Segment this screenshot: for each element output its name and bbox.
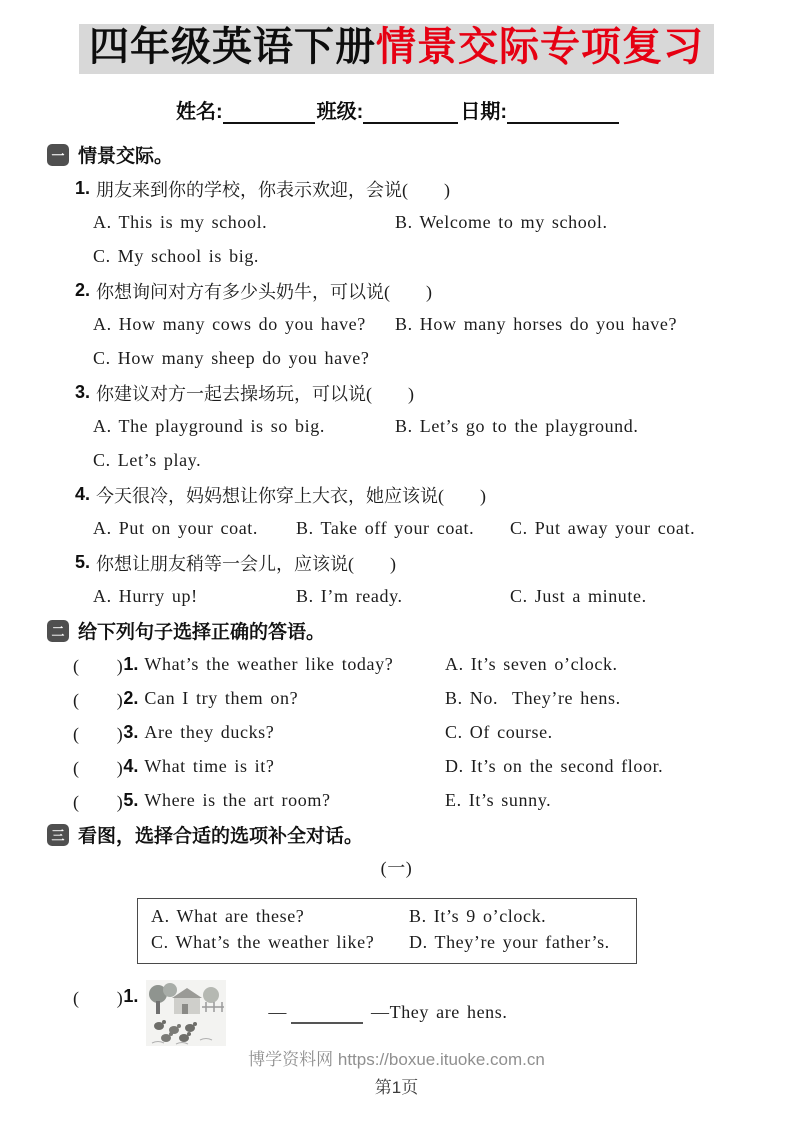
question-2-stem [75, 274, 793, 308]
question-3-option-c: C. Let’s play. [93, 450, 202, 471]
match-1-number: 1. [123, 654, 139, 675]
question-3-stem [75, 376, 793, 410]
question-5-option-b: B. I’m ready. [296, 586, 403, 607]
question-4-stem [75, 478, 793, 512]
box-option-a: A. What are these? [151, 906, 305, 927]
question-1-option-a: A. This is my school. [93, 212, 268, 233]
dialogue-subtitle: (一) [380, 857, 413, 878]
match-1-bracket: ( ) [73, 655, 124, 676]
question-4-text: 今天很冷，妈妈想让你穿上大衣，她应该说( ) [96, 485, 487, 506]
question-5-number: 5. [75, 552, 91, 573]
section-three-header [47, 818, 793, 852]
page-footer [0, 1045, 793, 1098]
section-one-title: 情景交际。 [78, 146, 174, 168]
match-row-2 [73, 682, 793, 716]
question-5-stem [75, 546, 793, 580]
page-title [79, 24, 714, 74]
footer-page-number: 第1页 [374, 1078, 419, 1097]
options-box-row-1 [151, 904, 636, 930]
dialogue-1-dash: — [268, 1002, 288, 1023]
question-5-text: 你想让朋友稍等一会儿，应该说( ) [96, 553, 397, 574]
question-3-options-row2 [93, 444, 793, 478]
title-part-black: 四年级英语下册 [89, 25, 376, 69]
options-box-row-2 [151, 930, 636, 956]
match-3-answer: C. Of course. [445, 722, 553, 743]
match-1-question: What’s the weather like today? [144, 654, 394, 675]
header-fields [0, 96, 793, 124]
section-two-badge-icon: 二 [47, 620, 69, 642]
match-1-answer: A. It’s seven o’clock. [445, 654, 618, 675]
date-label: 日期: [460, 100, 507, 123]
question-1-options-row2 [93, 240, 793, 274]
question-1-number: 1. [75, 178, 91, 199]
question-3-options-row [93, 410, 793, 444]
footer-site-text: 博学资料网 https://boxue.ituoke.com.cn [248, 1050, 545, 1069]
match-4-answer: D. It’s on the second floor. [445, 756, 664, 777]
section-two-header [47, 614, 793, 648]
name-blank [223, 102, 315, 124]
title-part-red: 情景交际专项复习 [376, 25, 704, 69]
question-2-option-c: C. How many sheep do you have? [93, 348, 370, 369]
question-3-option-a: A. The playground is so big. [93, 416, 325, 437]
section-three-badge-icon: 三 [47, 824, 69, 846]
dialogue-1-response: —They are hens. [371, 1002, 508, 1023]
question-5-option-c: C. Just a minute. [510, 586, 647, 607]
section-two-title: 给下列句子选择正确的答语。 [78, 622, 326, 644]
dialogue-1-answer-blank [291, 1010, 363, 1024]
farm-hens-illustration-icon [146, 980, 226, 1046]
question-4-option-c: C. Put away your coat. [510, 518, 696, 539]
match-2-question: Can I try them on? [144, 688, 299, 709]
question-1-option-b: B. Welcome to my school. [395, 212, 608, 233]
match-4-number: 4. [123, 756, 139, 777]
match-2-number: 2. [123, 688, 139, 709]
section-one-badge-icon: 一 [47, 144, 69, 166]
question-2-options-row [93, 308, 793, 342]
question-2-number: 2. [75, 280, 91, 301]
match-3-bracket: ( ) [73, 723, 124, 744]
dialogue-1-bracket: ( ) [73, 987, 124, 1008]
box-option-d: D. They’re your father’s. [409, 932, 610, 953]
question-2-options-row2 [93, 342, 793, 376]
match-row-4 [73, 750, 793, 784]
match-2-bracket: ( ) [73, 689, 124, 710]
question-3-option-b: B. Let’s go to the playground. [395, 416, 639, 437]
box-option-c: C. What’s the weather like? [151, 932, 375, 953]
section-three-title: 看图，选择合适的选项补全对话。 [78, 826, 364, 848]
match-row-1 [73, 648, 793, 682]
question-5-option-a: A. Hurry up! [93, 586, 198, 607]
question-1-option-c: C. My school is big. [93, 246, 260, 267]
match-4-bracket: ( ) [73, 757, 124, 778]
dialogue-item-1 [73, 980, 793, 1046]
question-5-options-row [93, 580, 793, 614]
class-label: 班级: [316, 100, 364, 123]
date-blank [507, 102, 619, 124]
section-one-header [47, 138, 793, 172]
farm-hens-image [146, 980, 226, 1046]
match-5-question: Where is the art room? [144, 790, 331, 811]
options-box [137, 898, 637, 964]
match-5-number: 5. [123, 790, 139, 811]
class-blank [363, 102, 458, 124]
question-1-text: 朋友来到你的学校，你表示欢迎，会说( ) [96, 179, 451, 200]
title-banner [0, 0, 793, 74]
match-3-question: Are they ducks? [144, 722, 275, 743]
question-1-options-row [93, 206, 793, 240]
match-5-answer: E. It’s sunny. [445, 790, 552, 811]
question-4-option-a: A. Put on your coat. [93, 518, 258, 539]
box-option-b: B. It’s 9 o’clock. [409, 906, 547, 927]
question-4-option-b: B. Take off your coat. [296, 518, 475, 539]
name-label: 姓名: [175, 100, 223, 123]
question-2-text: 你想询问对方有多少头奶牛，可以说( ) [96, 281, 433, 302]
question-2-option-b: B. How many horses do you have? [395, 314, 678, 335]
match-2-answer: B. No. They’re hens. [445, 688, 621, 709]
question-2-option-a: A. How many cows do you have? [93, 314, 366, 335]
match-row-3 [73, 716, 793, 750]
match-3-number: 3. [123, 722, 139, 743]
question-3-number: 3. [75, 382, 91, 403]
match-4-question: What time is it? [144, 756, 275, 777]
question-3-text: 你建议对方一起去操场玩，可以说( ) [96, 383, 415, 404]
question-1-stem [75, 172, 793, 206]
match-5-bracket: ( ) [73, 791, 124, 812]
dialogue-1-number: 1. [123, 986, 139, 1007]
question-4-number: 4. [75, 484, 91, 505]
question-4-options-row [93, 512, 793, 546]
match-row-5 [73, 784, 793, 818]
